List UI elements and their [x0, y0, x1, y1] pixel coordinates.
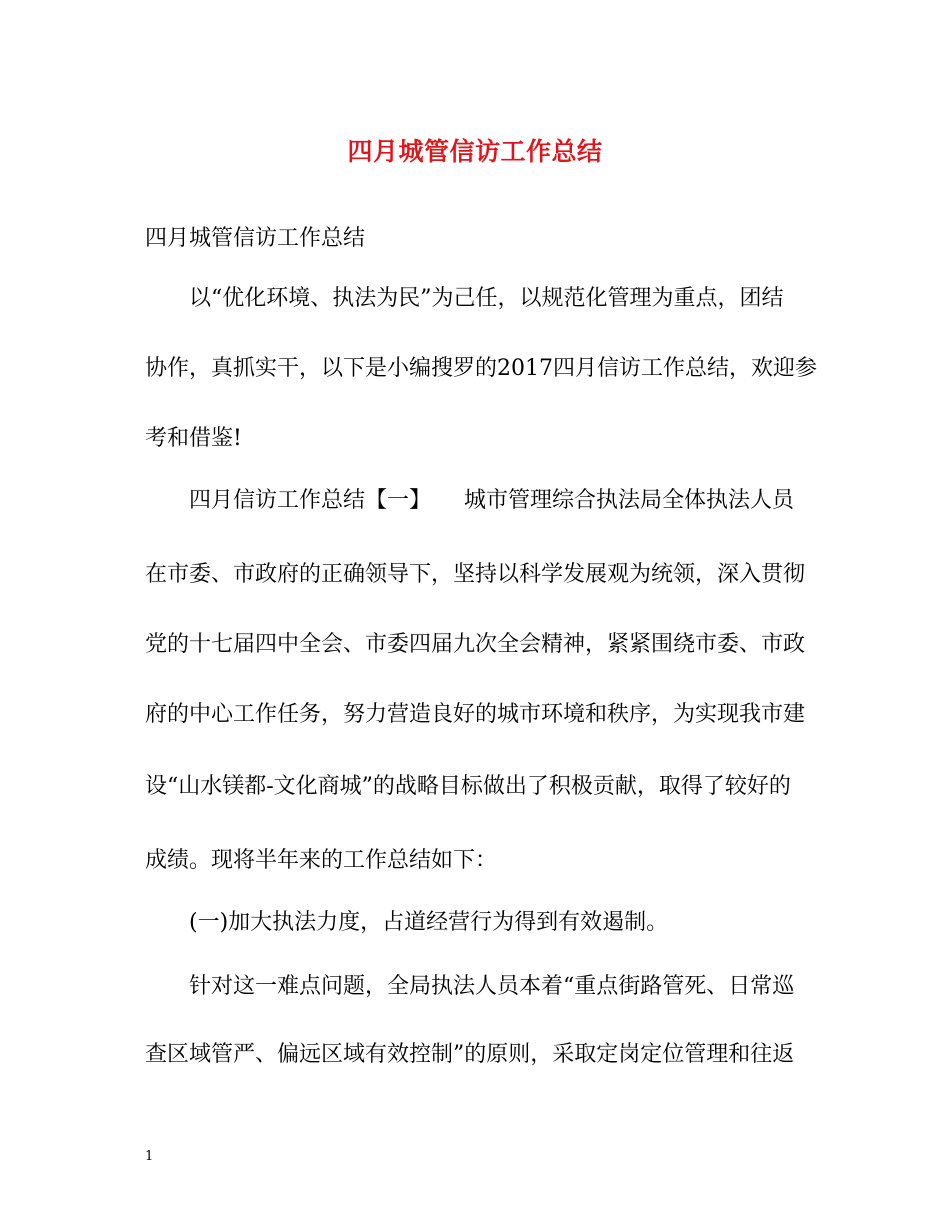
subtitle-line: 四月城管信访工作总结 — [145, 226, 366, 251]
paragraph-line: 四月信访工作总结【一】 城市管理综合执法局全体执法人员 — [189, 488, 795, 513]
paragraph-line: 考和借鉴! — [145, 426, 242, 451]
paragraph-line: 查区域管严、偏远区域有效控制”的原则，采取定岗定位管理和往返 — [145, 1042, 795, 1067]
paragraph-line: 在市委、市政府的正确领导下，坚持以科学发展观为统领，深入贯彻 — [145, 562, 806, 587]
paragraph-line: 成绩。现将半年来的工作总结如下： — [145, 848, 498, 873]
document-title: 四月城管信访工作总结 — [347, 137, 603, 166]
paragraph-line: 协作，真抓实干，以下是小编搜罗的2017四月信访工作总结，欢迎参 — [145, 356, 817, 381]
paragraph-line: 府的中心工作任务，努力营造良好的城市环境和秩序，为实现我市建 — [145, 702, 806, 727]
paragraph-line: 党的十七届四中全会、市委四届九次全会精神，紧紧围绕市委、市政 — [145, 632, 806, 657]
paragraph-line: 设“山水镁都-文化商城”的战略目标做出了积极贡献，取得了较好的 — [145, 774, 791, 799]
paragraph-line: 针对这一难点问题，全局执法人员本着“重点街路管死、日常巡 — [189, 974, 795, 999]
section-heading: (一)加大执法力度，占道经营行为得到有效遏制。 — [189, 910, 669, 935]
paragraph-line: 以“优化环境、执法为民”为己任，以规范化管理为重点，团结 — [189, 286, 784, 311]
page-number: 1 — [145, 1149, 154, 1164]
